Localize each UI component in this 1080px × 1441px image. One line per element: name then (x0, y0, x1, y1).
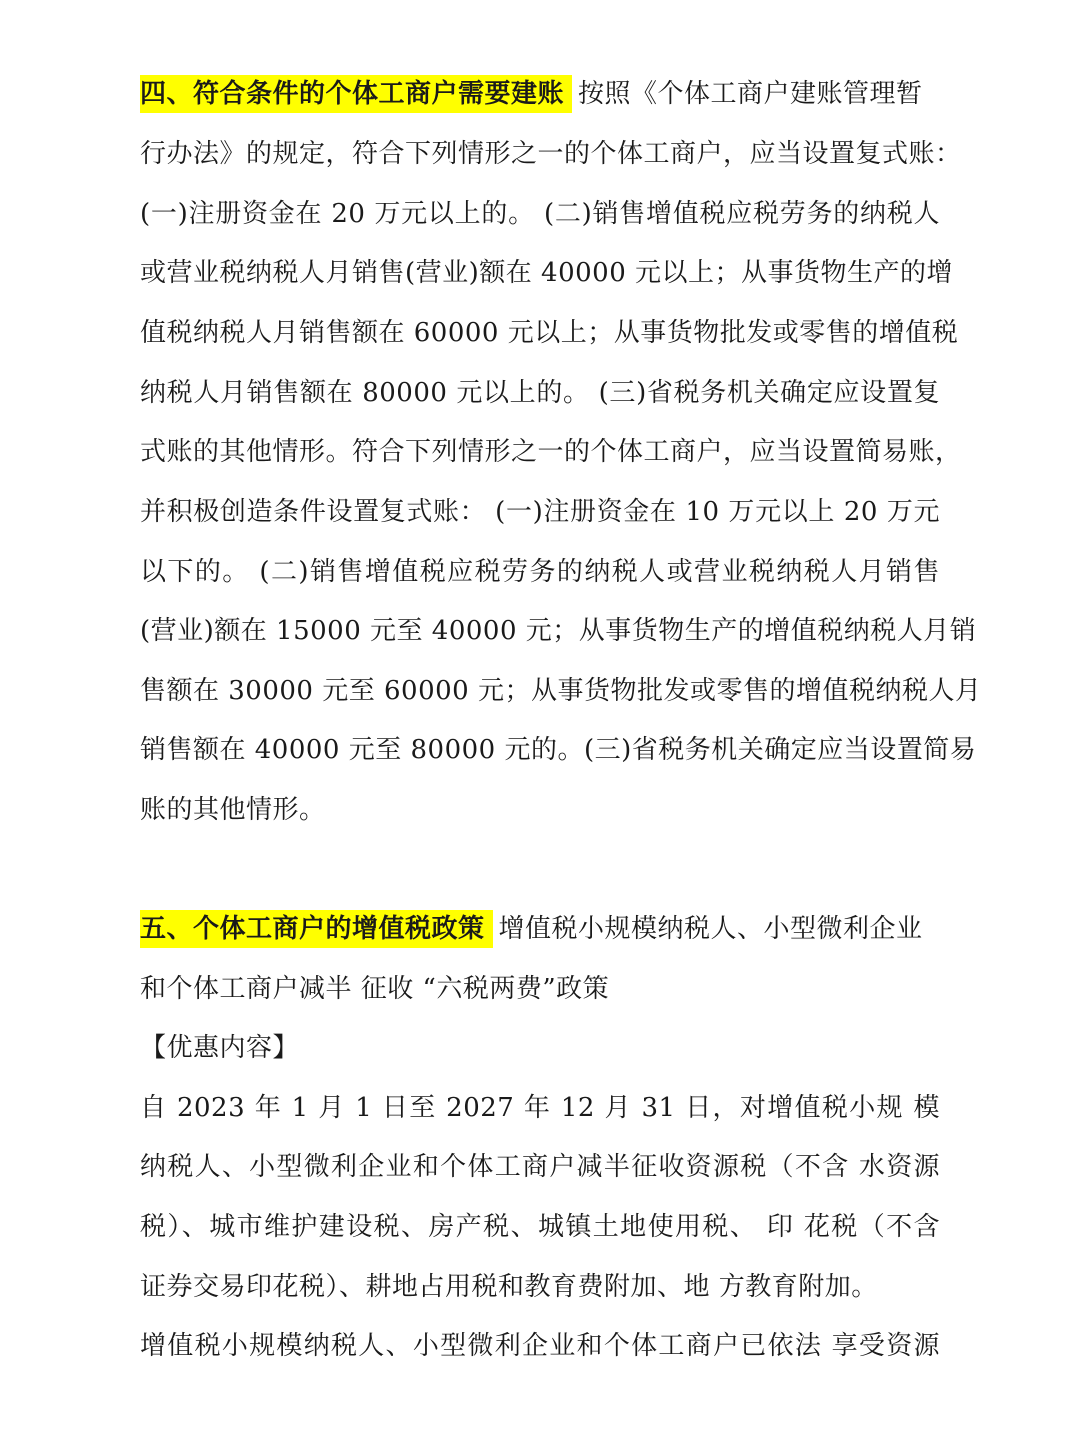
section4-line-12: 销售额在 40000 元至 80000 元的。(三)省税务机关确定应当设置简易 (140, 735, 977, 765)
section5-line-4: 自 2023 年 1 月 1 日至 2027 年 12 月 31 日，对增值税小规 模 (140, 1093, 940, 1123)
section4-line-11: 售额在 30000 元至 60000 元；从事货物批发或零售的增值税纳税人月 (140, 676, 982, 706)
section4-line-8: 并积极创造条件设置复式账： (一)注册资金在 10 万元以上 20 万元 (140, 497, 940, 527)
section4-line-7: 式账的其他情形。符合下列情形之一的个体工商户，应当设置简易账， (140, 437, 962, 467)
section5-text: 增值税小规模纳税人、小型微利企业 (498, 914, 923, 944)
section4-line-1 (140, 74, 940, 114)
section4-line-10: (营业)额在 15000 元至 40000 元；从事货物生产的增值税纳税人月销 (140, 616, 977, 646)
section5-line-8: 增值税小规模纳税人、小型微利企业和个体工商户已依法 享受资源 (140, 1331, 940, 1361)
section5-line-6: 税）、城市维护建设税、房产税、城镇土地使用税、 印 花税（不含 (140, 1212, 940, 1242)
section4-heading: 四、符合条件的个体工商户需要建账 (140, 75, 572, 113)
section5-subheading: 【优惠内容】 (140, 1033, 300, 1063)
section5-line-1 (140, 909, 940, 949)
section5-heading: 五、个体工商户的增值税政策 (140, 910, 493, 948)
section4-line-9: 以下的。 (二)销售增值税应税劳务的纳税人或营业税纳税人月销售 (140, 557, 940, 587)
section4-line-5: 值税纳税人月销售额在 60000 元以上；从事货物批发或零售的增值税 (140, 318, 959, 348)
section4-line-4: 或营业税纳税人月销售(营业)额在 40000 元以上；从事货物生产的增 (140, 258, 954, 288)
section5-line-7: 证券交易印花税）、耕地占用税和教育费附加、地 方教育附加。 (140, 1272, 878, 1302)
section5-line-2: 和个体工商户减半 征收 “六税两费”政策 (140, 974, 610, 1004)
section4-text: 按照《个体工商户建账管理暂 (578, 79, 923, 109)
section4-line-6: 纳税人月销售额在 80000 元以上的。 (三)省税务机关确定应设置复 (140, 378, 940, 408)
section4-line-13: 账的其他情形。 (140, 795, 326, 825)
section5-line-5: 纳税人、小型微利企业和个体工商户减半征收资源税（不含 水资源 (140, 1152, 940, 1182)
section4-line-2: 行办法》的规定，符合下列情形之一的个体工商户，应当设置复式账： (140, 139, 962, 169)
section4-line-3: (一)注册资金在 20 万元以上的。 (二)销售增值税应税劳务的纳税人 (140, 199, 940, 229)
